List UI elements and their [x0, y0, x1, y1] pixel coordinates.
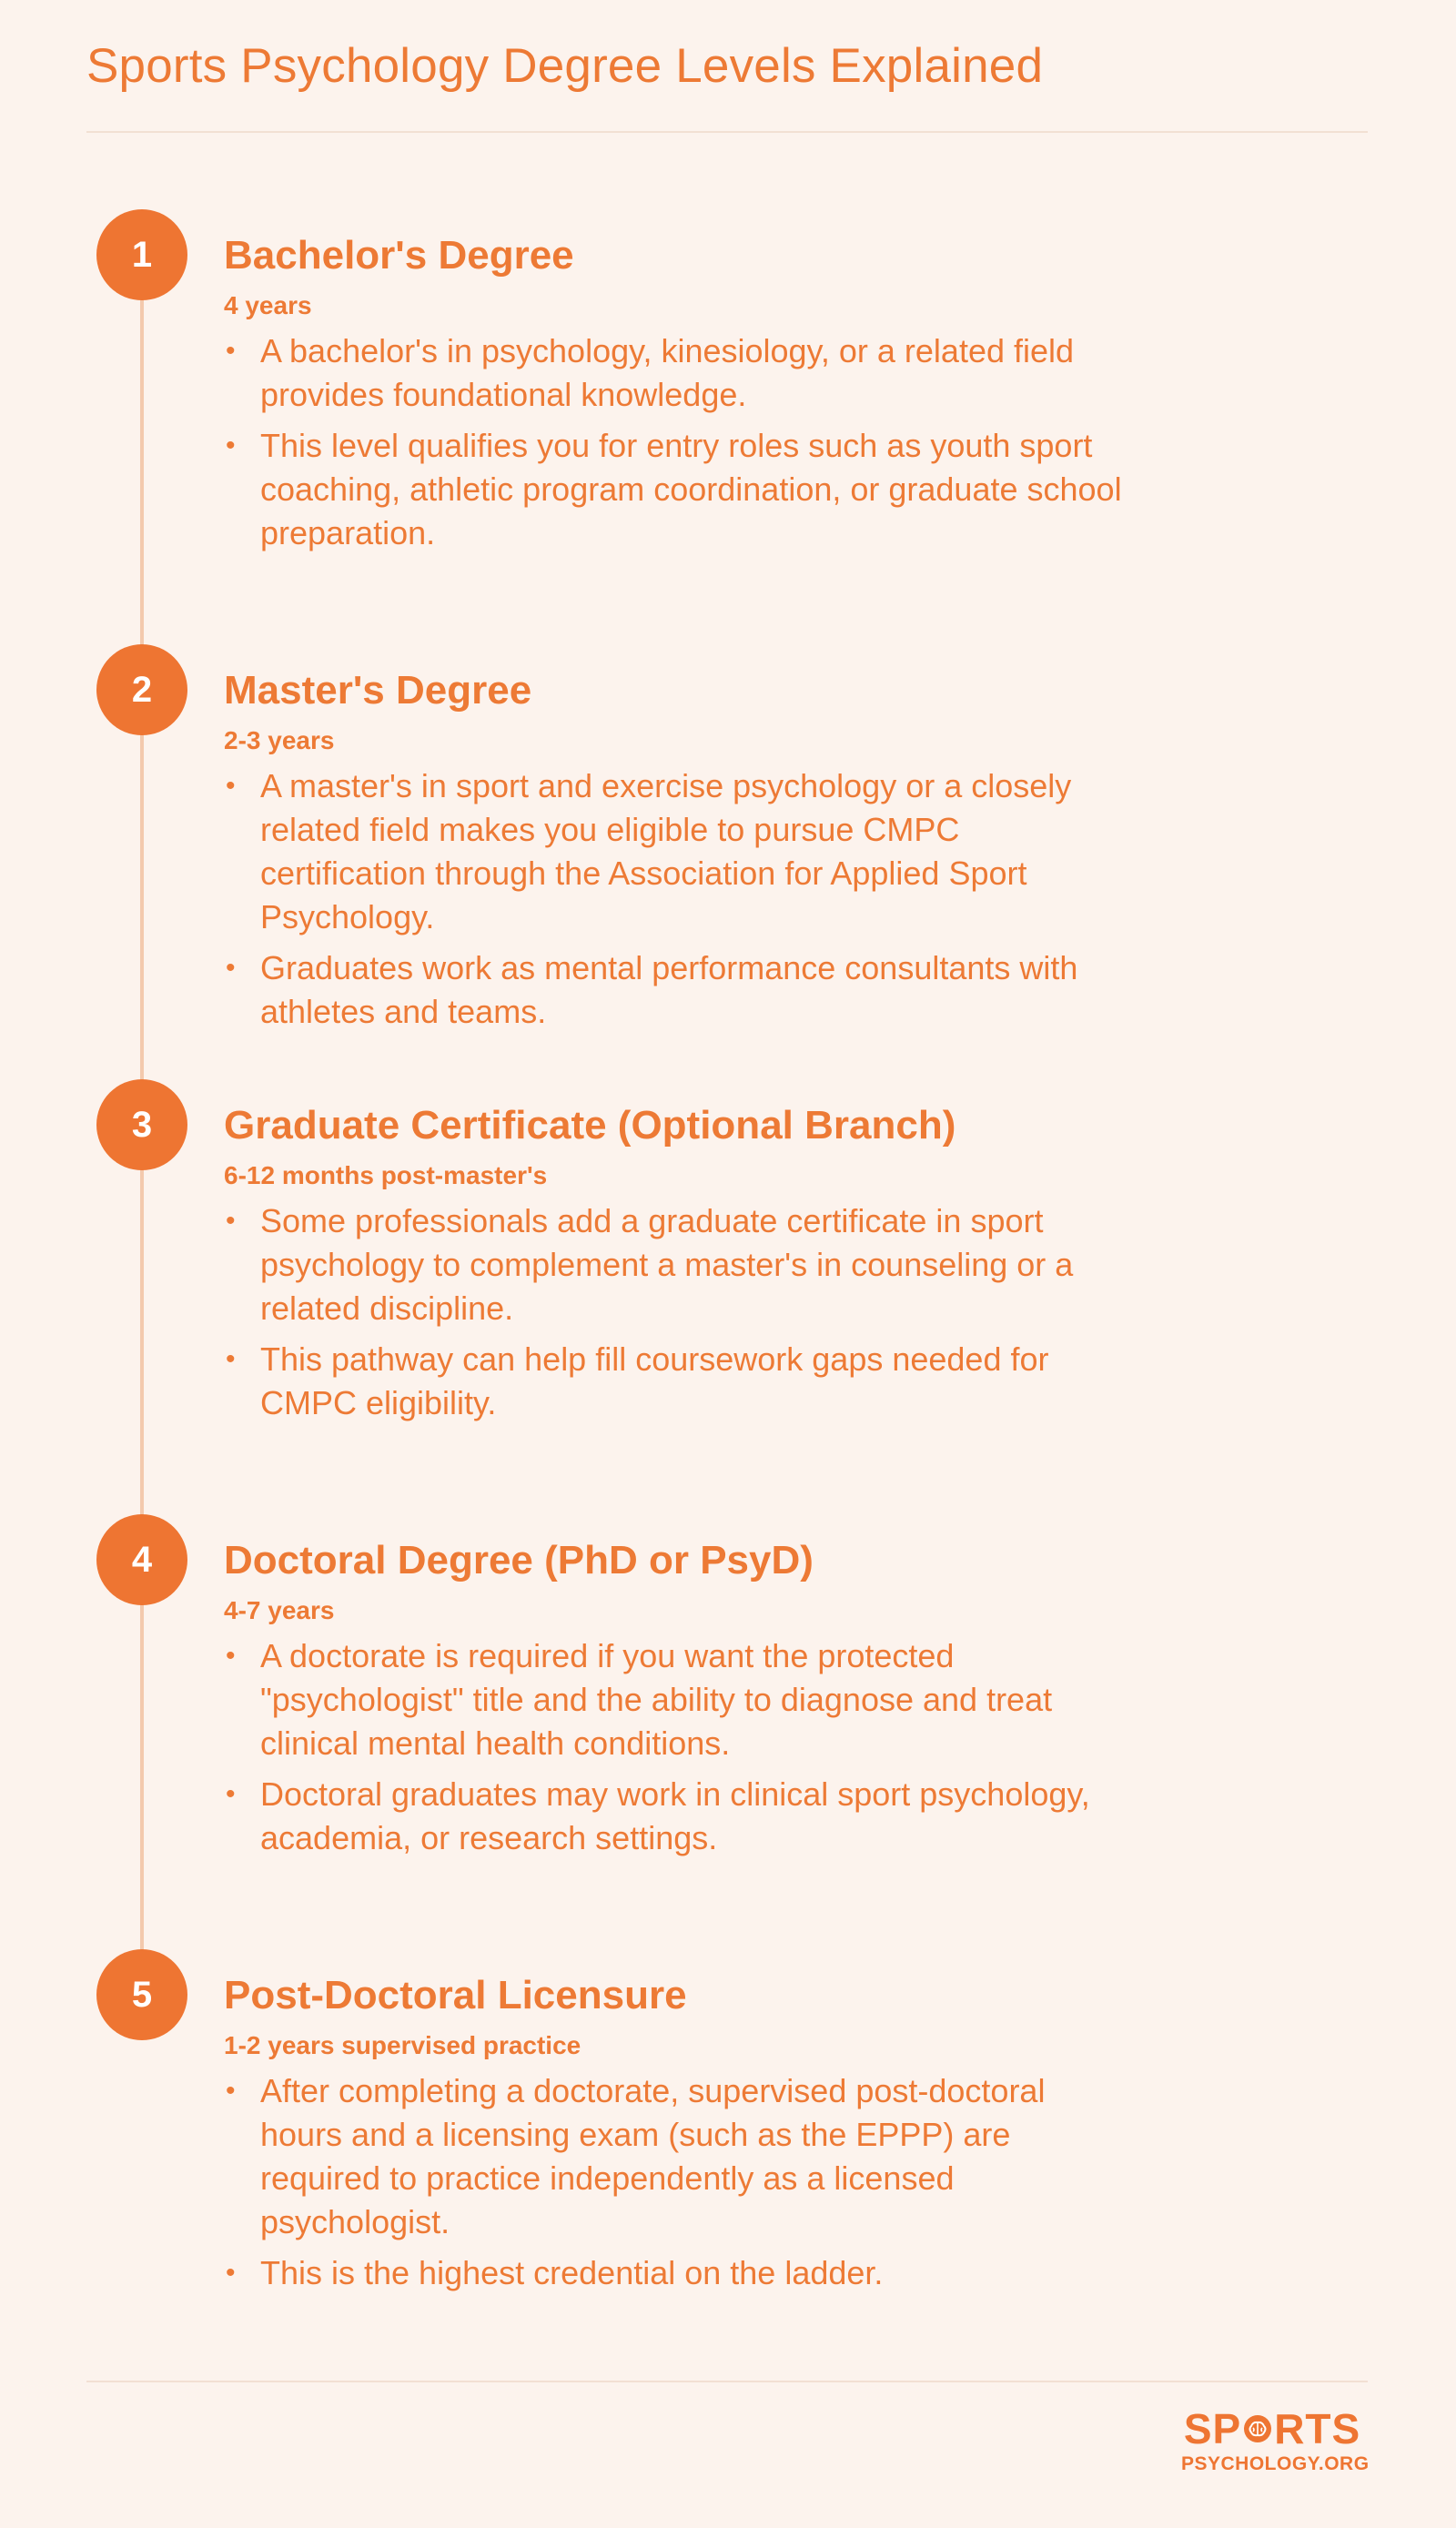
logo-text-end: RTS [1274, 2405, 1361, 2452]
bullet-item: • A master's in sport and exercise psychology or a closely related field makes you eligible to pursue CMPC certification through the Association for Applied Sport Psychology. [224, 764, 1134, 939]
sportspsychology-logo [1181, 2405, 1370, 2475]
step-bullet-list [224, 2069, 1134, 2302]
bullet-item: • A bachelor's in psychology, kinesiology, or a related field provides foundational knowledge. [224, 329, 1134, 417]
step-number-badge: 5 [96, 1949, 187, 2040]
step-duration: 6-12 months post-master's [224, 1161, 548, 1189]
bullet-item: • After completing a doctorate, supervised post-doctoral hours and a licensing exam (such as the EPPP) are required to practice independently as a licensed psychologist. [224, 2069, 1134, 2244]
step-title: Master's Degree [224, 668, 532, 713]
bullet-item: • Some professionals add a graduate certificate in sport psychology to complement a master's in counseling or a related discipline. [224, 1199, 1134, 1330]
step-duration: 4-7 years [224, 1596, 335, 1624]
header-divider [86, 131, 1368, 133]
bullet-item: • A doctorate is required if you want the protected "psychologist" title and the ability to diagnose and treat clinical mental health conditions. [224, 1634, 1134, 1765]
step-number-badge: 4 [96, 1514, 187, 1605]
step-bullet-list [224, 1634, 1134, 1867]
bullet-item: • Graduates work as mental performance consultants with athletes and teams. [224, 946, 1134, 1034]
logo-subtext: PSYCHOLOGY.ORG [1181, 2453, 1370, 2474]
logo-text-start: SP [1183, 2405, 1242, 2452]
step-title: Post-Doctoral Licensure [224, 1973, 687, 2017]
step-bullet-list [224, 764, 1134, 1041]
step-bullet-list [224, 1199, 1134, 1432]
step-number-badge: 3 [96, 1079, 187, 1170]
step-duration: 4 years [224, 291, 312, 319]
footer-divider [86, 2381, 1368, 2382]
step-title: Doctoral Degree (PhD or PsyD) [224, 1538, 814, 1583]
bullet-item: • This level qualifies you for entry roles such as youth sport coaching, athletic program coordination, or graduate school preparation. [224, 424, 1134, 555]
step-duration: 1-2 years supervised practice [224, 2031, 581, 2059]
step-duration: 2-3 years [224, 726, 335, 754]
logo-wordmark [1181, 2405, 1363, 2452]
step-bullet-list [224, 329, 1134, 562]
bullet-item: • Doctoral graduates may work in clinical sport psychology, academia, or research settings. [224, 1773, 1134, 1860]
bullet-item: • This pathway can help fill coursework gaps needed for CMPC eligibility. [224, 1338, 1134, 1425]
page-title: Sports Psychology Degree Levels Explained [86, 39, 1044, 93]
step-number-badge: 2 [96, 644, 187, 735]
bullet-item: • This is the highest credential on the ladder. [224, 2251, 1134, 2295]
step-number-badge: 1 [96, 209, 187, 300]
step-title: Bachelor's Degree [224, 233, 574, 278]
brain-icon [1242, 2413, 1273, 2444]
step-title: Graduate Certificate (Optional Branch) [224, 1103, 956, 1148]
